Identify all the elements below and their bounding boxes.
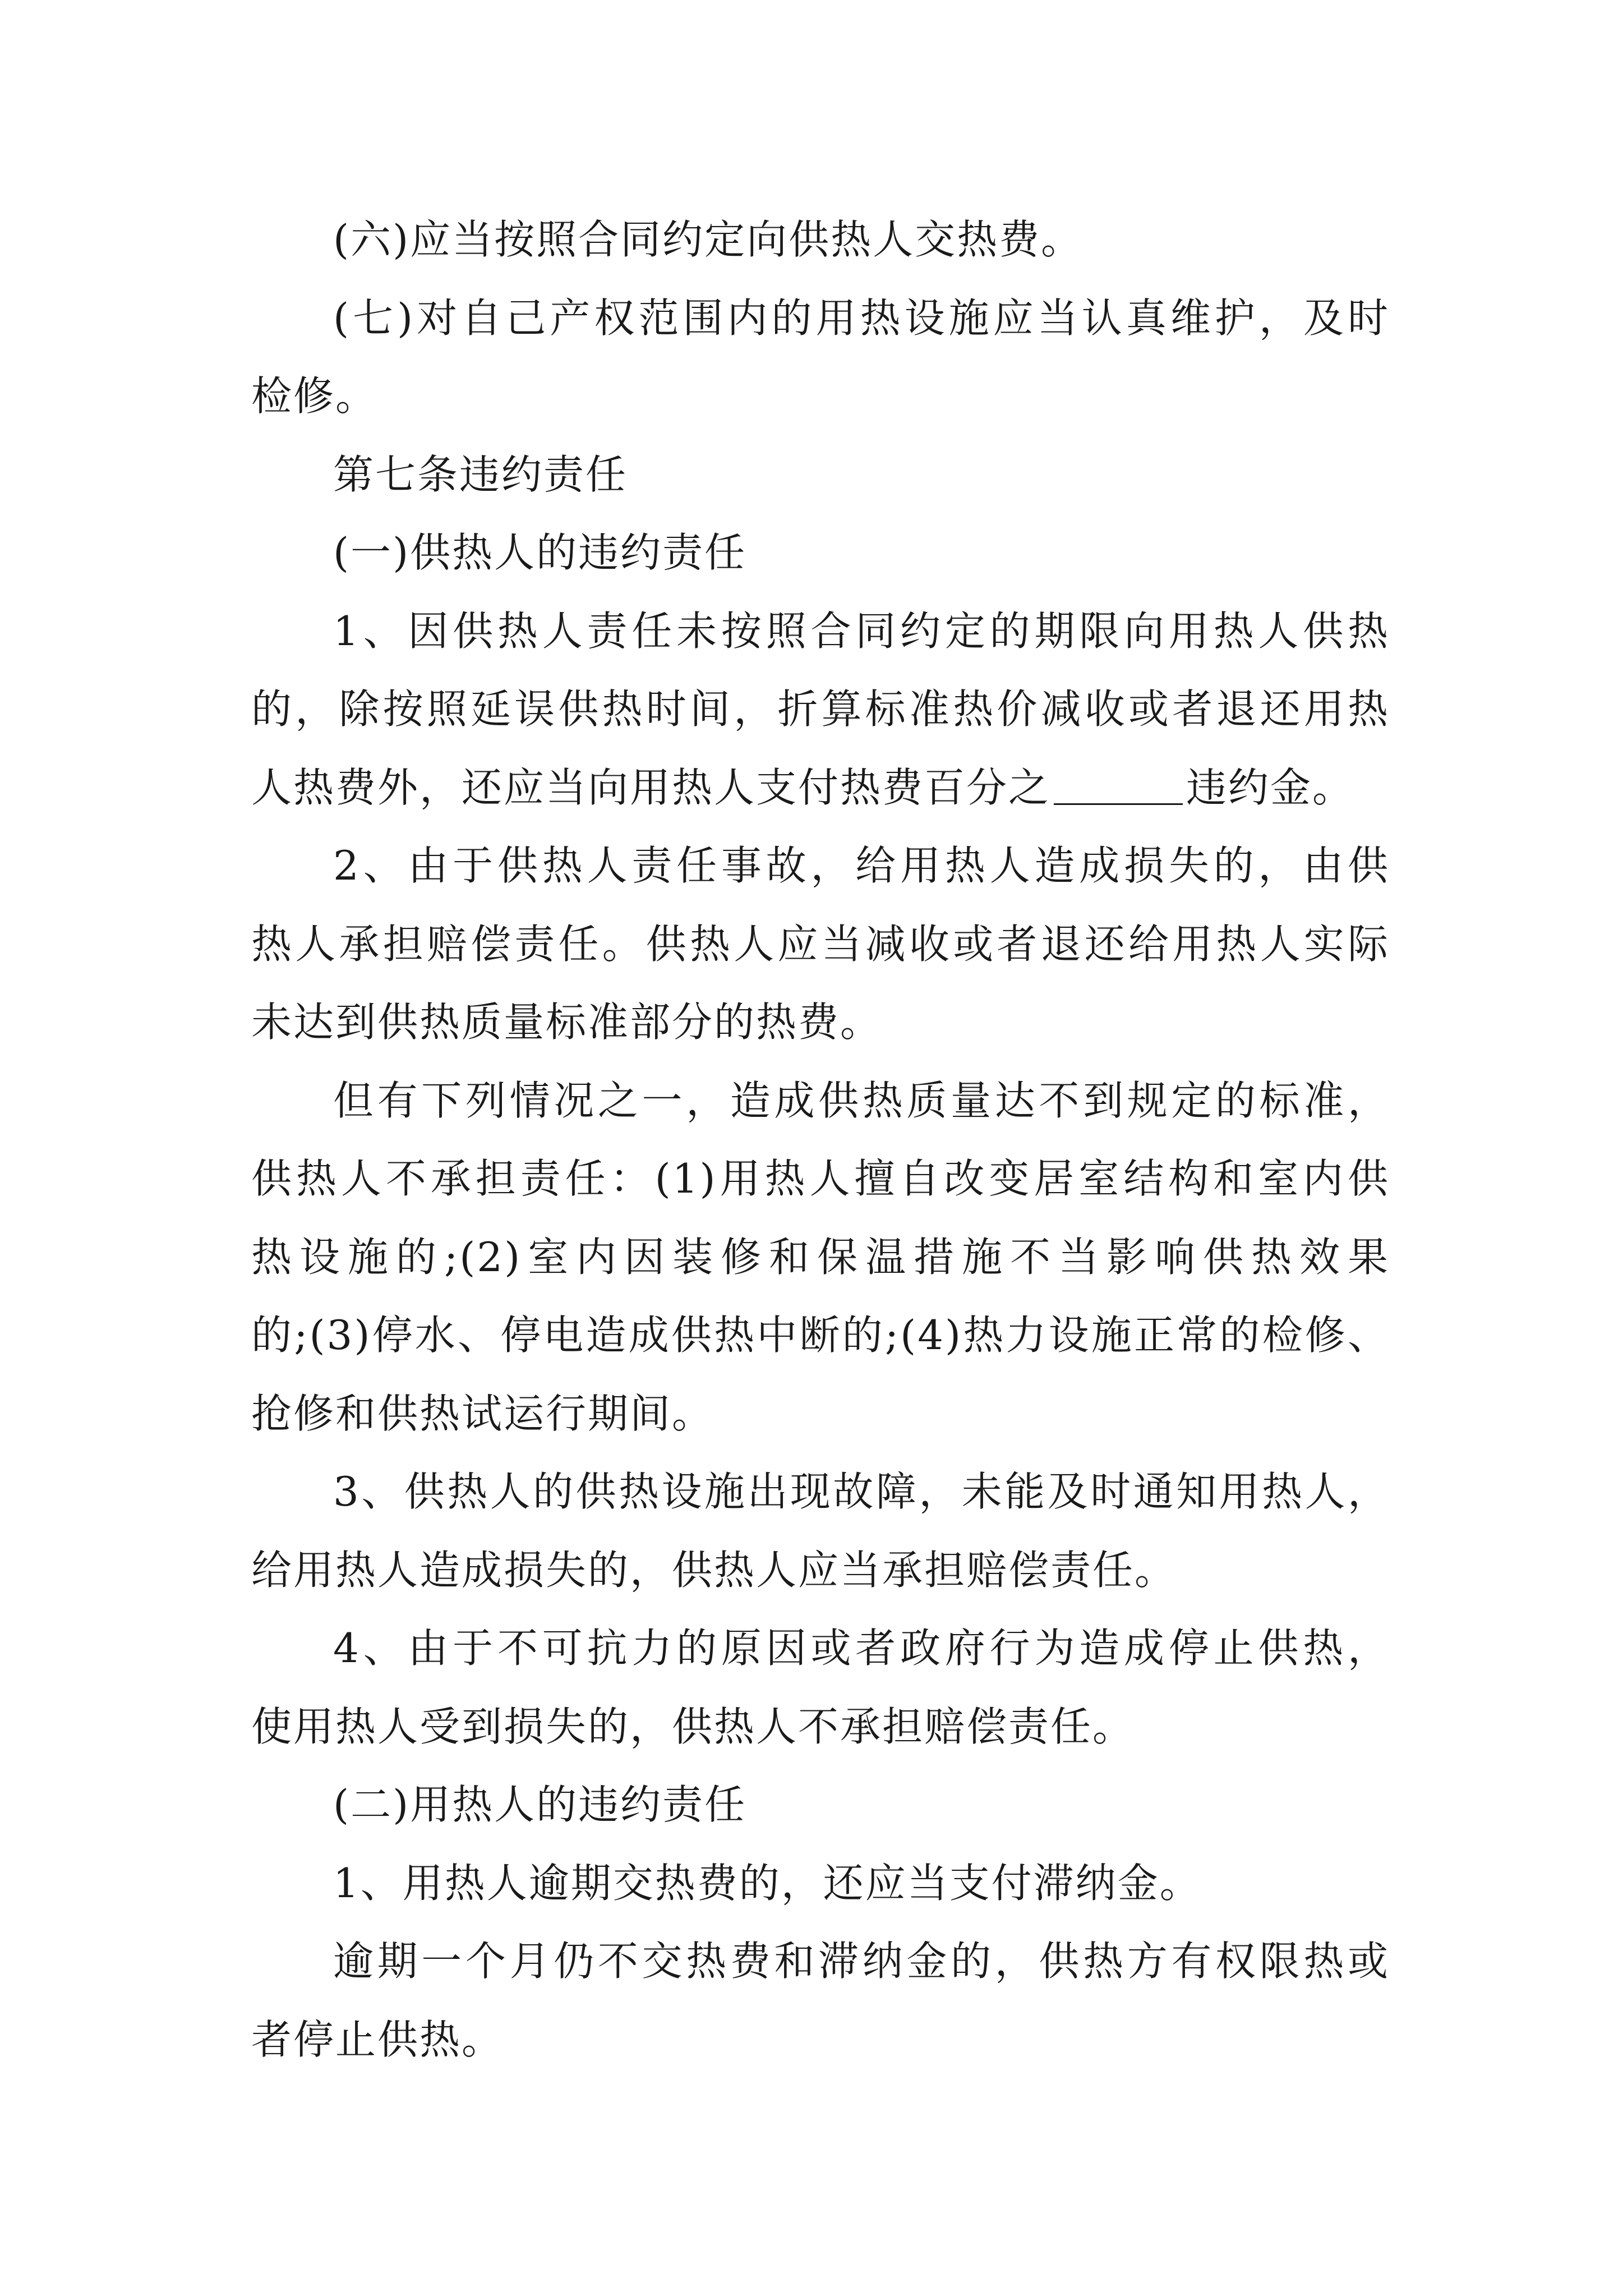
item-1-line-3 xyxy=(251,749,1390,827)
exception-line-3: 热设施的;(2)室内因装修和保温措施不当影响供热效果 xyxy=(251,1233,1390,1281)
item-4-line-1: 4、由于不可抗力的原因或者政府行为造成停止供热， xyxy=(333,1625,1390,1672)
clause-7-line-1: (七)对自己产权范围内的用热设施应当认真维护，及时 xyxy=(333,294,1390,342)
item-3-line-1: 3、供热人的供热设施出现故障，未能及时通知用热人， xyxy=(333,1468,1390,1515)
overdue-line-1: 逾期一个月仍不交热费和滞纳金的，供热方有权限热或 xyxy=(333,1938,1390,1985)
item-2-line-3: 未达到供热质量标准部分的热费。 xyxy=(251,999,883,1046)
clause-6-line: (六)应当按照合同约定向供热人交热费。 xyxy=(333,216,1083,263)
section-2-heading: (二)用热人的违约责任 xyxy=(333,1781,747,1828)
exception-line-5: 抢修和供热试运行期间。 xyxy=(251,1389,714,1437)
item-2-line-1: 2、由于供热人责任事故，给用热人造成损失的，由供 xyxy=(333,842,1390,889)
overdue-line-2: 者停止供热。 xyxy=(251,2016,504,2063)
item-1-line-1: 1、因供热人责任未按照合同约定的期限向用热人供热 xyxy=(333,607,1390,655)
document-body xyxy=(251,201,1390,2079)
clause-7-line-2: 检修。 xyxy=(251,372,378,420)
fill-in-blank[interactable] xyxy=(1054,763,1183,805)
section-1-heading: (一)供热人的违约责任 xyxy=(333,529,747,576)
item-1-line-2: 的，除按照延误供热时间，折算标准热价减收或者退还用热 xyxy=(251,685,1390,733)
item-1-line-3-before: 人热费外，还应当向用热人支付热费百分之 xyxy=(251,763,1051,811)
article-7-heading: 第七条违约责任 xyxy=(333,450,628,498)
exception-line-2: 供热人不承担责任：(1)用热人擅自改变居室结构和室内供 xyxy=(251,1155,1390,1202)
user-item-1-line: 1、用热人逾期交热费的，还应当支付滞纳金。 xyxy=(333,1859,1202,1907)
item-4-line-2: 使用热人受到损失的，供热人不承担赔偿责任。 xyxy=(251,1703,1135,1750)
exception-line-1: 但有下列情况之一，造成供热质量达不到规定的标准， xyxy=(333,1076,1390,1124)
exception-line-4: 的;(3)停水、停电造成供热中断的;(4)热力设施正常的检修、 xyxy=(251,1312,1390,1359)
item-2-line-2: 热人承担赔偿责任。供热人应当减收或者退还给用热人实际 xyxy=(251,920,1390,968)
item-3-line-2: 给用热人造成损失的，供热人应当承担赔偿责任。 xyxy=(251,1546,1177,1594)
item-1-line-3-after: 违约金。 xyxy=(1186,763,1355,811)
